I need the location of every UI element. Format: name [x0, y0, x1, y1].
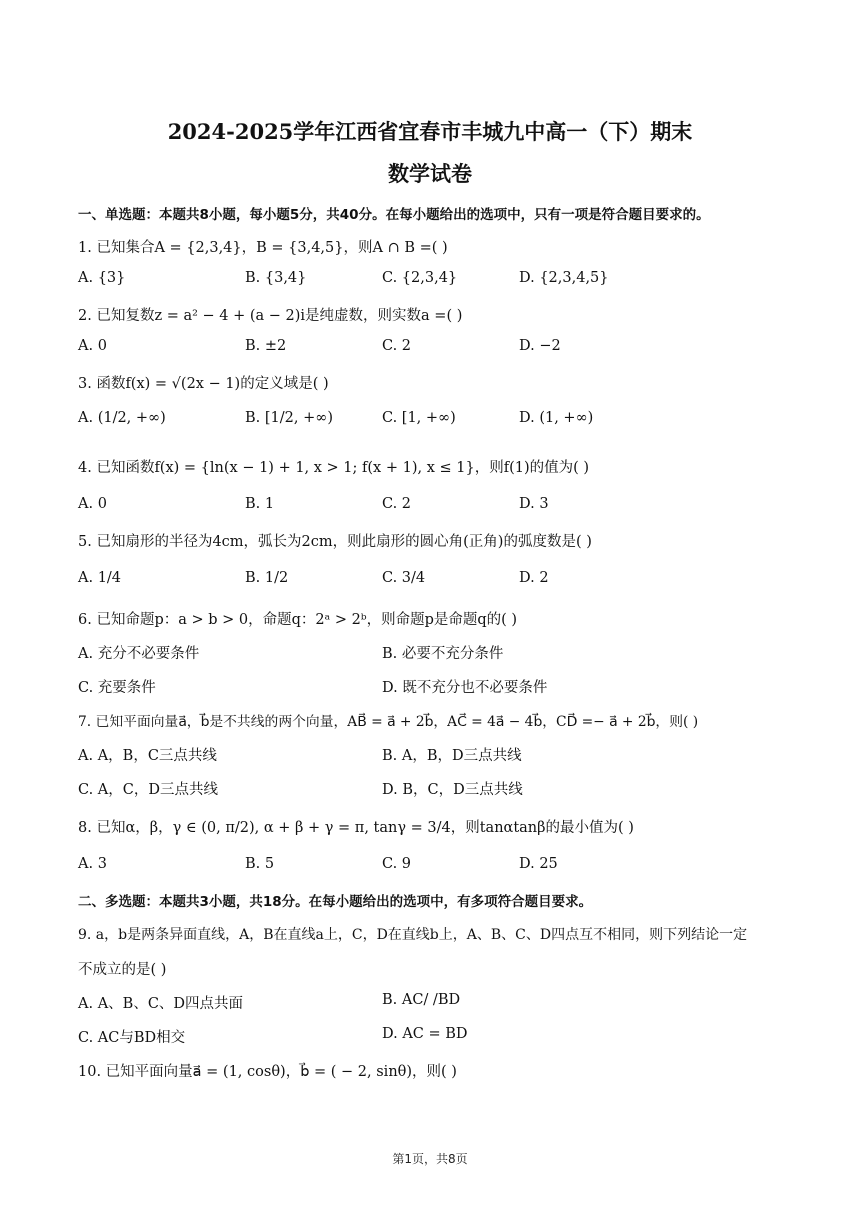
exam-subtitle: 数学试卷 [388, 161, 472, 186]
q6-option-c: C. 充要条件 [78, 680, 156, 696]
question-2: 2. 已知复数z = a² − 4 + (a − 2)i是纯虚数，则实数a =( ) [78, 308, 463, 324]
q2-option-a: A. 0 [78, 338, 107, 354]
q2-option-d: D. −2 [519, 338, 561, 354]
q5-option-a: A. 1/4 [78, 570, 122, 586]
q8-option-b: B. 5 [245, 856, 275, 872]
q3-option-a: A. (1/2, +∞) [78, 410, 166, 426]
section-single-choice: 一、单选题：本题共8小题，每小题5分，共40分。在每小题给出的选项中，只有一项是符合题目要求的。 [78, 207, 710, 223]
q6-option-a: A. 充分不必要条件 [78, 646, 200, 662]
q4-option-c: C. 2 [382, 496, 412, 512]
q5-option-c: C. 3/4 [382, 570, 426, 586]
q9-option-c: C. AC与BD相交 [78, 1030, 186, 1046]
q8-option-a: A. 3 [78, 856, 107, 872]
question-5: 5. 已知扇形的半径为4cm，弧长为2cm，则此扇形的圆心角(正角)的弧度数是( ) [78, 534, 592, 550]
q3-option-b: B. [1/2, +∞) [245, 410, 333, 426]
q7-option-c: C. A，C，D三点共线 [78, 782, 218, 798]
question-9: 9. a，b是两条异面直线，A，B在直线a上，C，D在直线b上，A、B、C、D四点互不相同，则下列结论一定 [78, 927, 748, 943]
q7-option-a: A. A，B，C三点共线 [78, 748, 217, 764]
q9-option-a: A. A、B、C、D四点共面 [78, 996, 244, 1012]
q3-option-c: C. [1, +∞) [382, 410, 456, 426]
exam-title: 2024-2025学年江西省宜春市丰城九中高一（下）期末 [167, 119, 693, 144]
q5-option-d: D. 2 [519, 570, 549, 586]
q4-option-a: A. 0 [78, 496, 107, 512]
q9-option-b: B. AC/ /BD [382, 992, 461, 1008]
question-3: 3. 函数f(x) = √(2x − 1)的定义域是( ) [78, 376, 329, 392]
section-multiple-choice: 二、多选题：本题共3小题，共18分。在每小题给出的选项中，有多项符合题目要求。 [78, 894, 593, 910]
question-4: 4. 已知函数f(x) = {ln(x − 1) + 1, x > 1; f(x + 1), x ≤ 1}，则f(1)的值为( ) [78, 460, 590, 476]
q7-option-b: B. A，B，D三点共线 [382, 748, 522, 764]
q9-option-d: D. AC = BD [382, 1026, 468, 1042]
q8-option-d: D. 25 [519, 856, 558, 872]
q2-option-b: B. ±2 [245, 338, 287, 354]
q1-option-a: A. {3} [78, 270, 126, 286]
q4-option-b: B. 1 [245, 496, 275, 512]
q1-option-b: B. {3,4} [245, 270, 307, 286]
question-8: 8. 已知α，β，γ ∈ (0, π/2), α + β + γ = π, tanγ = 3/4，则tanαtanβ的最小值为( ) [78, 820, 634, 836]
q5-option-b: B. 1/2 [245, 570, 289, 586]
question-7: 7. 已知平面向量a⃗，b⃗是不共线的两个向量，AB⃗ = a⃗ + 2b⃗，AC⃗ = 4a⃗ − 4b⃗，CD⃗ =− a⃗ + 2b⃗，则( ) [78, 714, 699, 730]
q3-option-d: D. (1, +∞) [519, 410, 594, 426]
question-6: 6. 已知命题p：a > b > 0，命题q：2ᵃ > 2ᵇ，则命题p是命题q的( ) [78, 612, 518, 628]
q2-option-c: C. 2 [382, 338, 412, 354]
q4-option-d: D. 3 [519, 496, 549, 512]
q1-option-c: C. {2,3,4} [382, 270, 458, 286]
q8-option-c: C. 9 [382, 856, 412, 872]
q1-option-d: D. {2,3,4,5} [519, 270, 609, 286]
q7-option-d: D. B，C，D三点共线 [382, 782, 523, 798]
page-footer: 第1页，共8页 [392, 1152, 468, 1166]
q6-option-b: B. 必要不充分条件 [382, 646, 504, 662]
q6-option-d: D. 既不充分也不必要条件 [382, 680, 548, 696]
question-10: 10. 已知平面向量a⃗ = (1, cosθ)，b⃗ = ( − 2, sinθ)，则( ) [78, 1064, 457, 1080]
question-1: 1. 已知集合A = {2,3,4}，B = {3,4,5}，则A ∩ B =( ) [78, 240, 448, 256]
question-9-cont: 不成立的是( ) [78, 962, 167, 978]
